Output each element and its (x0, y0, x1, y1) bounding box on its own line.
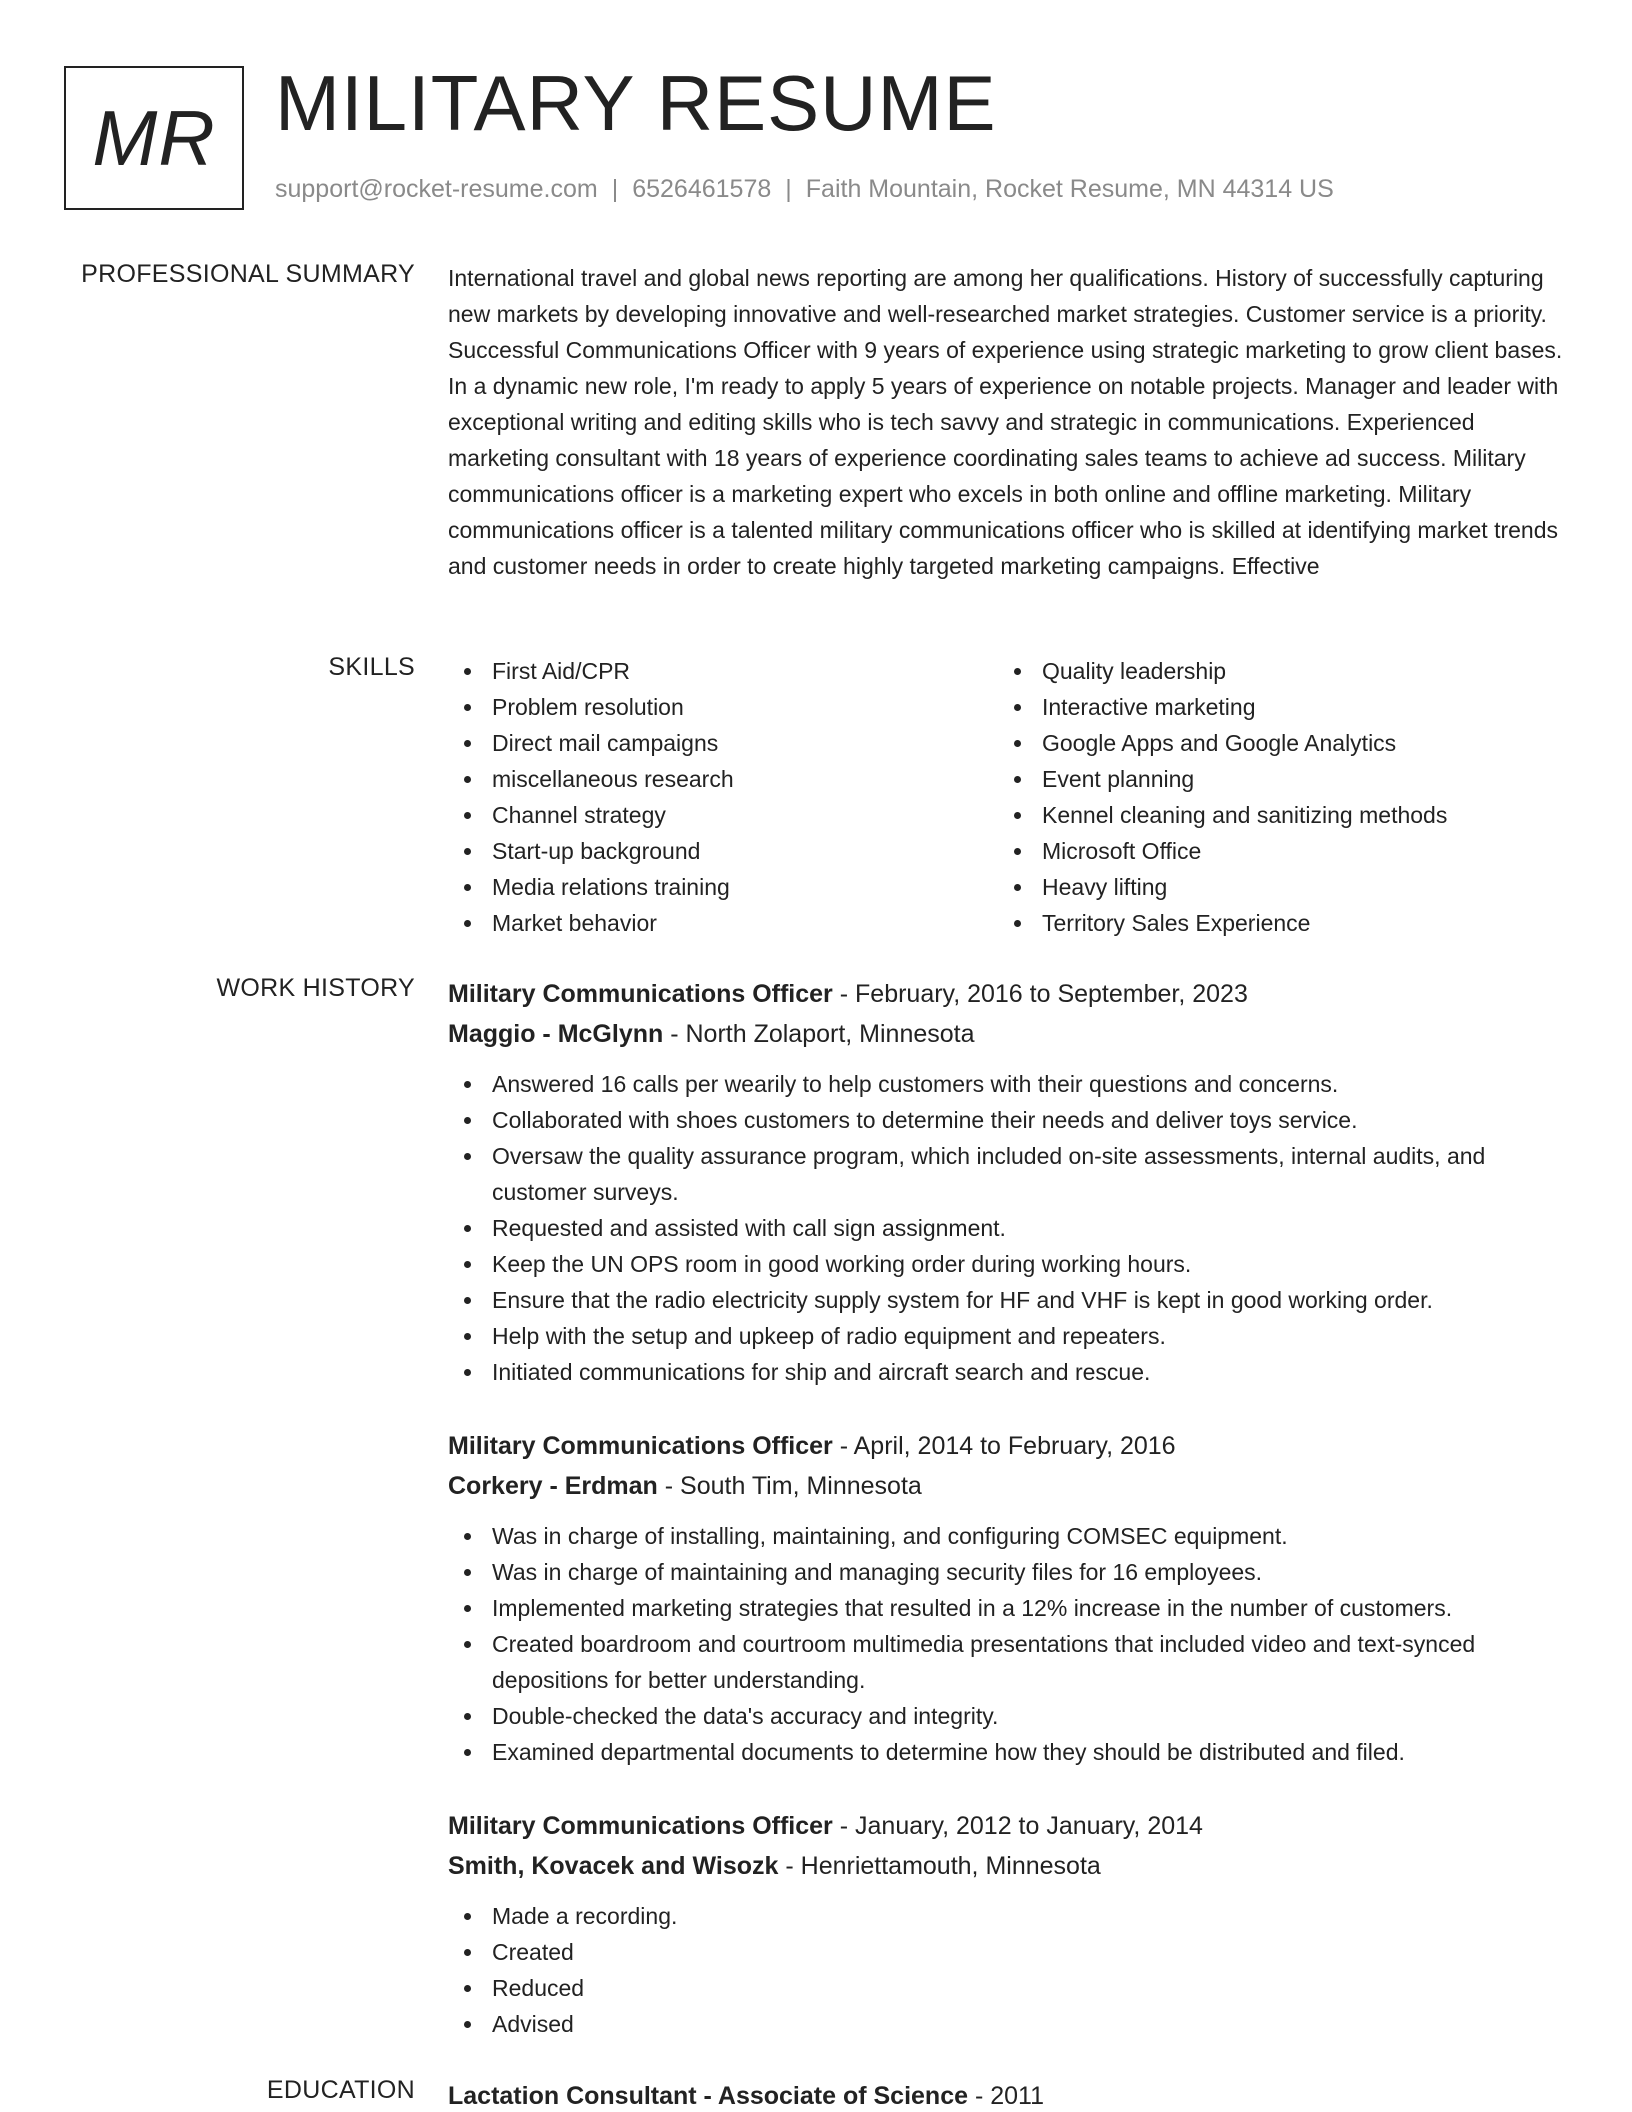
skill-item: Direct mail campaigns (448, 725, 998, 761)
job-title: Military Communications Officer (448, 980, 833, 1008)
skill-item: Microsoft Office (998, 833, 1548, 869)
education-degree: Lactation Consultant - Associate of Science (448, 2082, 969, 2110)
skills-label: SKILLS (328, 653, 415, 681)
skill-item: Kennel cleaning and sanitizing methods (998, 797, 1548, 833)
skill-item: miscellaneous research (448, 761, 998, 797)
job-title-line (448, 974, 1570, 1014)
job-entry (448, 1426, 1570, 1770)
skill-item: Start-up background (448, 833, 998, 869)
job-company: Corkery - Erdman (448, 1472, 658, 1500)
job-duty-item: Created boardroom and courtroom multimedia presentations that included video and text-synced depositions for better understanding. (448, 1626, 1570, 1698)
contact-address: Faith Mountain, Rocket Resume, MN 44314 US (805, 175, 1334, 203)
job-entry (448, 974, 1570, 1390)
job-duty-item: Help with the setup and upkeep of radio equipment and repeaters. (448, 1318, 1570, 1354)
monogram-logo: MR (64, 66, 244, 210)
contact-line (275, 175, 1334, 204)
job-duty-item: Created (448, 1934, 1570, 1970)
job-dates: - February, 2016 to September, 2023 (832, 980, 1248, 1008)
job-duty-item: Reduced (448, 1970, 1570, 2006)
skills-columns (448, 653, 1570, 941)
skills-list-left (448, 653, 998, 941)
job-duty-item: Was in charge of maintaining and managing security files for 16 employees. (448, 1554, 1570, 1590)
contact-email: support@rocket-resume.com (275, 175, 598, 203)
job-location: - North Zolaport, Minnesota (663, 1020, 975, 1048)
job-company-line (448, 1014, 1570, 1054)
job-duty-item: Requested and assisted with call sign assignment. (448, 1210, 1570, 1246)
skill-item: Event planning (998, 761, 1548, 797)
job-duty-item: Implemented marketing strategies that resulted in a 12% increase in the number of customers. (448, 1590, 1570, 1626)
job-dates: - April, 2014 to February, 2016 (832, 1432, 1176, 1460)
job-duty-item: Examined departmental documents to determine how they should be distributed and filed. (448, 1734, 1570, 1770)
summary-label: PROFESSIONAL SUMMARY (81, 260, 415, 288)
job-duties (448, 1518, 1570, 1770)
education-line (448, 2076, 1570, 2112)
job-company-line (448, 1846, 1570, 1886)
job-company: Maggio - McGlynn (448, 1020, 664, 1048)
skill-item: Territory Sales Experience (998, 905, 1548, 941)
job-duty-item: Ensure that the radio electricity supply system for HF and VHF is kept in good working order. (448, 1282, 1570, 1318)
job-duties (448, 1898, 1570, 2042)
job-title: Military Communications Officer (448, 1432, 833, 1460)
summary-text: International travel and global news reporting are among her qualifications. History of successfully capturing new markets by developing innovative and well-researched market strategies. Customer service is a priority. Successful Communications Officer with 9 years of experience using strategic marketing to grow client bases. In a dynamic new role, I'm ready to apply 5 years of experience on notable projects. Manager and leader with exceptional writing and editing skills who is tech savvy and strategic in communications. Experienced marketing consultant with 18 years of experience coordinating sales teams to achieve ad success. Military communications officer is a marketing expert who excels in both online and offline marketing. Military communications officer is a talented military communications officer who is skilled at identifying market trends and customer needs in order to create highly targeted marketing campaigns. Effective (448, 265, 1563, 579)
education-year: - 2011 (968, 2082, 1044, 2110)
job-title-line (448, 1426, 1570, 1466)
contact-separator: | (611, 175, 619, 203)
job-location: - South Tim, Minnesota (657, 1472, 922, 1500)
education-body (448, 2076, 1570, 2112)
skills-list-right (998, 653, 1548, 941)
skill-item: Problem resolution (448, 689, 998, 725)
job-duty-item: Initiated communications for ship and aircraft search and rescue. (448, 1354, 1570, 1390)
job-duty-item: Made a recording. (448, 1898, 1570, 1934)
job-title: Military Communications Officer (448, 1812, 833, 1840)
job-entry (448, 1806, 1570, 2042)
job-company: Smith, Kovacek and Wisozk (448, 1852, 779, 1880)
job-duty-item: Oversaw the quality assurance program, which included on-site assessments, internal audits, and customer surveys. (448, 1138, 1570, 1210)
skill-item: Google Apps and Google Analytics (998, 725, 1548, 761)
job-company-line (448, 1466, 1570, 1506)
work-history-body (448, 974, 1570, 2078)
job-title-line (448, 1806, 1570, 1846)
job-dates: - January, 2012 to January, 2014 (832, 1812, 1203, 1840)
job-duties (448, 1066, 1570, 1390)
job-duty-item: Collaborated with shoes customers to determine their needs and deliver toys service. (448, 1102, 1570, 1138)
contact-separator: | (785, 175, 792, 203)
contact-phone: 6526461578 (632, 175, 772, 203)
skill-item: Media relations training (448, 869, 998, 905)
work-history-label: WORK HISTORY (216, 974, 415, 1002)
job-duty-item: Double-checked the data's accuracy and integrity. (448, 1698, 1570, 1734)
job-duty-item: Keep the UN OPS room in good working order during working hours. (448, 1246, 1570, 1282)
skill-item: Interactive marketing (998, 689, 1548, 725)
job-duty-item: Advised (448, 2006, 1570, 2042)
skill-item: Market behavior (448, 905, 998, 941)
skill-item: Quality leadership (998, 653, 1548, 689)
skill-item: Channel strategy (448, 797, 998, 833)
skill-item: First Aid/CPR (448, 653, 998, 689)
education-label: EDUCATION (266, 2076, 415, 2104)
skill-item: Heavy lifting (998, 869, 1548, 905)
job-duty-item: Was in charge of installing, maintaining, and configuring COMSEC equipment. (448, 1518, 1570, 1554)
job-location: - Henriettamouth, Minnesota (778, 1852, 1101, 1880)
resume-name: MILITARY RESUME (275, 59, 997, 147)
job-duty-item: Answered 16 calls per wearily to help customers with their questions and concerns. (448, 1066, 1570, 1102)
